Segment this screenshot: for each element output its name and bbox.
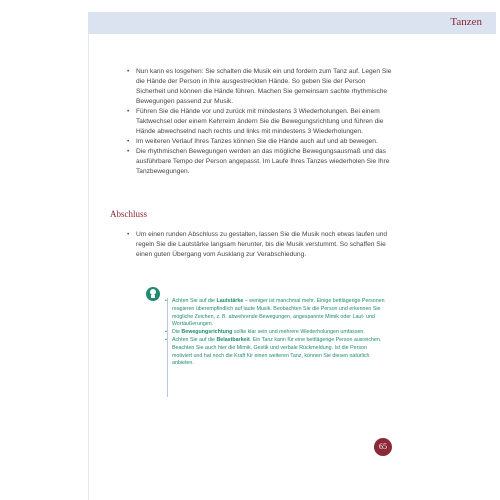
tip-keyword: Belastbarkeit xyxy=(216,336,250,343)
closing-list xyxy=(127,230,395,260)
tip-text: . Ein Tanz kann für eine bettlägerige Person ausreichen. Beachten Sie auch hier die Mimik, Gestik und verbale Rückmeldung. Ist die Person motiviert und hat noch die Kraft für einen weiteren Tanz, können Sie diesen natürlich anbieten. xyxy=(172,336,382,367)
list-item: • Um einen runden Abschluss zu gestalten, lassen Sie die Musik noch etwas laufen und regeln Sie die Lautstärke langsam herunter, bis die Musik verstummt. So schaffen Sie einen guten Übergang vom Ausklang zur Verabschiedung. xyxy=(127,230,395,260)
list-item: • Im weiteren Verlauf Ihres Tanzes können Sie die Hände auch auf und ab bewegen. xyxy=(127,137,395,147)
tip-item xyxy=(165,329,385,337)
tip-keyword: Lautstärke xyxy=(216,298,244,304)
list-item: • Nun kann es losgehen: Sie schalten die Musik ein und fordern zum Tanz auf. Legen Sie die Hände der Person in Ihre ausgestreckten Hände. So geben Sie der Person Sicherheit und können die Hände führen. Machen Sie gemeinsam sachte rhythmische Bewegungen passend zur Musik. xyxy=(127,67,395,107)
tip-text: sollte klar sein und mehrere Wiederholungen umfassen. xyxy=(232,329,365,336)
running-header xyxy=(88,12,496,34)
page-number: 65 xyxy=(374,438,392,456)
list-item: • Führen Sie die Hände vor und zurück mit mindestens 3 Wiederholungen. Bei einem Taktwechsel oder einem Kehrreim ändern Sie die Bewegungsrichtung und führen die Hände abwechselnd nach rechts und links mit mindestens 3 Wiederholungen. xyxy=(127,107,395,137)
instruction-list xyxy=(127,67,395,177)
tip-text: Achten Sie auf die xyxy=(172,336,217,343)
chapter-title: Tanzen xyxy=(450,16,482,28)
tip-text: Die xyxy=(172,329,182,336)
tip-keyword: Bewegungsrichtung xyxy=(181,329,233,336)
tip-list xyxy=(165,298,385,368)
section-heading: Abschluss xyxy=(110,209,148,219)
margin-rule xyxy=(88,34,89,500)
tip-text: Achten Sie auf die xyxy=(172,298,217,304)
tip-item xyxy=(165,298,385,329)
tip-item xyxy=(165,337,385,368)
lightbulb-icon xyxy=(146,287,160,301)
list-item: • Die rhythmischen Bewegungen werden an das mögliche Bewegungsausmaß und das ausführbare Tempo der Person angepasst. Im Laufe Ihres Tanzes wiederholen Sie Ihre Tanzbewegungen. xyxy=(127,147,395,177)
tip-text: – weniger ist manchmal mehr. Einige bettlägerige Personen reagieren überempfindlich auf laute Musik. Beobachten Sie die Person und erkennen Sie mögliche Zeichen, z. B. abwehrende Bewegungen, angespannte Mimik oder Laut- und Wortäußerungen. xyxy=(172,298,385,328)
